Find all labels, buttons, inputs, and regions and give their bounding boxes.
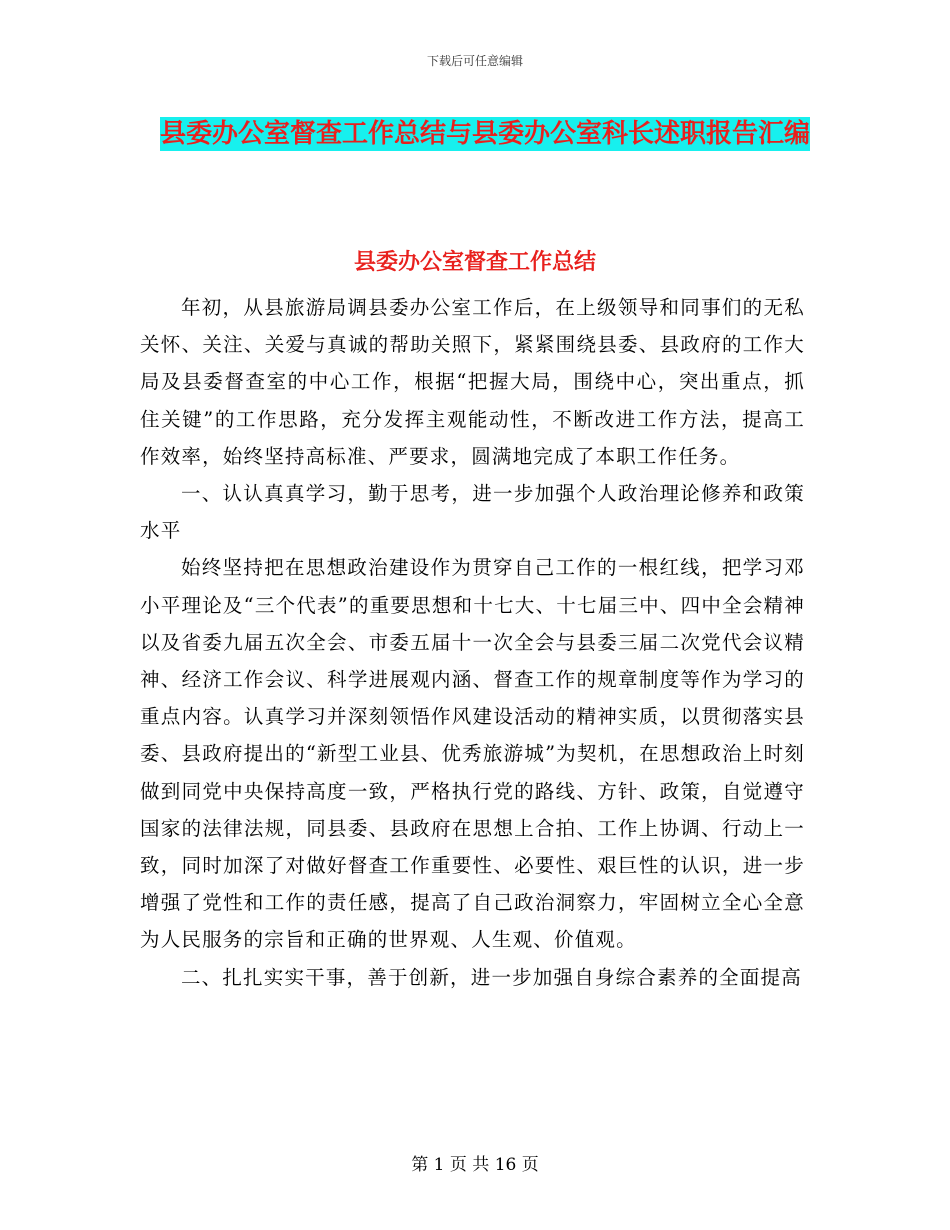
download-note: 下载后可任意编辑	[426, 54, 523, 68]
paragraph-heading-2: 二、扎扎实实干事，善于创新，进一步加强自身综合素养的全面提高	[180, 965, 802, 989]
page-indicator: 第 1 页 共 16 页	[411, 1155, 539, 1175]
paragraph-intro: 年初，从县旅游局调县委办公室工作后，在上级领导和同事们的无私关怀、关注、关爱与真诚的帮助关照下，紧紧围绕县委、县政府的工作大局及县委督查室的中心工作，根据“把握大局，围绕中心，突出重点，抓住关键”的工作思路，充分发挥主观能动性，不断改进工作方法，提高工作效率，始终坚持高标准、严要求，圆满地完成了本职工作任务。	[140, 296, 805, 468]
document-body	[140, 289, 805, 996]
paragraph-heading-1: 一、认认真真学习，勤于思考，进一步加强个人政治理论修养和政策水平	[140, 482, 805, 543]
paragraph-study: 始终坚持把在思想政治建设作为贯穿自己工作的一根红线，把学习邓小平理论及“三个代表”的重要思想和十七大、十七届三中、四中全会精神以及省委九届五次全会、市委五届十一次全会与县委三届二次党代会议精神、经济工作会议、科学进展观内涵、督查工作的规章制度等作为学习的重点内容。认真学习并深刻领悟作风建设活动的精神实质，以贯彻落实县委、县政府提出的“新型工业县、优秀旅游城”为契机，在思想政治上时刻做到同党中央保持高度一致，严格执行党的路线、方针、政策，自觉遵守国家的法律法规，同县委、县政府在思想上合拍、工作上协调、行动上一致，同时加深了对做好督查工作重要性、必要性、艰巨性的认识，进一步增强了党性和工作的责任感，提高了自己政治洞察力，牢固树立全心全意为人民服务的宗旨和正确的世界观、人生观、价值观。	[140, 556, 805, 952]
document-title	[140, 110, 830, 158]
document-title-text: 县委办公室督查工作总结与县委办公室科长述职报告汇编	[159, 119, 810, 149]
section-title: 县委办公室督查工作总结	[353, 250, 596, 275]
